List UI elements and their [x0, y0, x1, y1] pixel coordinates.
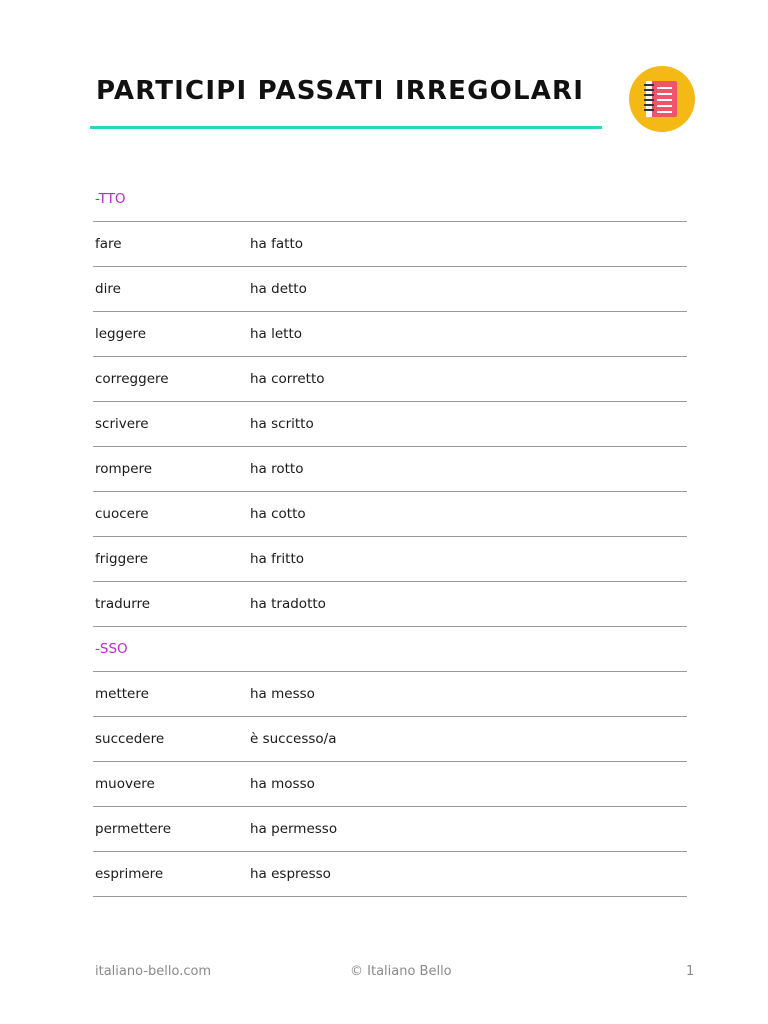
table-row [93, 222, 687, 267]
participle-cell: ha cotto [250, 506, 306, 522]
verb-cell: dire [95, 281, 121, 297]
table-row [93, 402, 687, 447]
participle-cell: ha corretto [250, 371, 325, 387]
verb-cell: fare [95, 236, 122, 252]
participle-cell: è successo/a [250, 731, 337, 747]
page-number: 1 [686, 964, 695, 979]
verb-cell: correggere [95, 371, 169, 387]
verb-cell: mettere [95, 686, 149, 702]
participle-cell: ha espresso [250, 866, 331, 882]
table-row [93, 717, 687, 762]
notebook-icon [629, 66, 695, 132]
verb-cell: cuocere [95, 506, 149, 522]
participle-cell: ha fatto [250, 236, 303, 252]
table-row [93, 762, 687, 807]
table-row [93, 852, 687, 897]
participle-table [93, 177, 687, 897]
section-header [93, 627, 687, 672]
table-row [93, 582, 687, 627]
verb-cell: leggere [95, 326, 147, 342]
participle-cell: ha tradotto [250, 596, 326, 612]
section-label: -TTO [95, 191, 126, 207]
page-title: PARTICIPI PASSATI IRREGOLARI [96, 76, 585, 106]
section-label: -SSO [95, 641, 128, 657]
verb-cell: tradurre [95, 596, 151, 612]
verb-cell: succedere [95, 731, 165, 747]
table-row [93, 357, 687, 402]
table-row [93, 537, 687, 582]
verb-cell: friggere [95, 551, 149, 567]
participle-cell: ha mosso [250, 776, 315, 792]
verb-cell: scrivere [95, 416, 149, 432]
table-row [93, 807, 687, 852]
participle-cell: ha fritto [250, 551, 305, 567]
title-underline [90, 126, 602, 129]
table-row [93, 267, 687, 312]
section-header [93, 177, 687, 222]
participle-cell: ha rotto [250, 461, 304, 477]
table-row [93, 447, 687, 492]
verb-cell: permettere [95, 821, 172, 837]
table-row [93, 492, 687, 537]
table-row [93, 672, 687, 717]
verb-cell: esprimere [95, 866, 164, 882]
participle-cell: ha letto [250, 326, 303, 342]
verb-cell: rompere [95, 461, 153, 477]
footer-site: italiano-bello.com [95, 964, 212, 979]
participle-cell: ha scritto [250, 416, 314, 432]
participle-cell: ha detto [250, 281, 307, 297]
verb-cell: muovere [95, 776, 155, 792]
table-row [93, 312, 687, 357]
logo [629, 66, 695, 132]
footer-copyright: © Italiano Bello [350, 964, 452, 979]
participle-cell: ha messo [250, 686, 315, 702]
participle-cell: ha permesso [250, 821, 338, 837]
